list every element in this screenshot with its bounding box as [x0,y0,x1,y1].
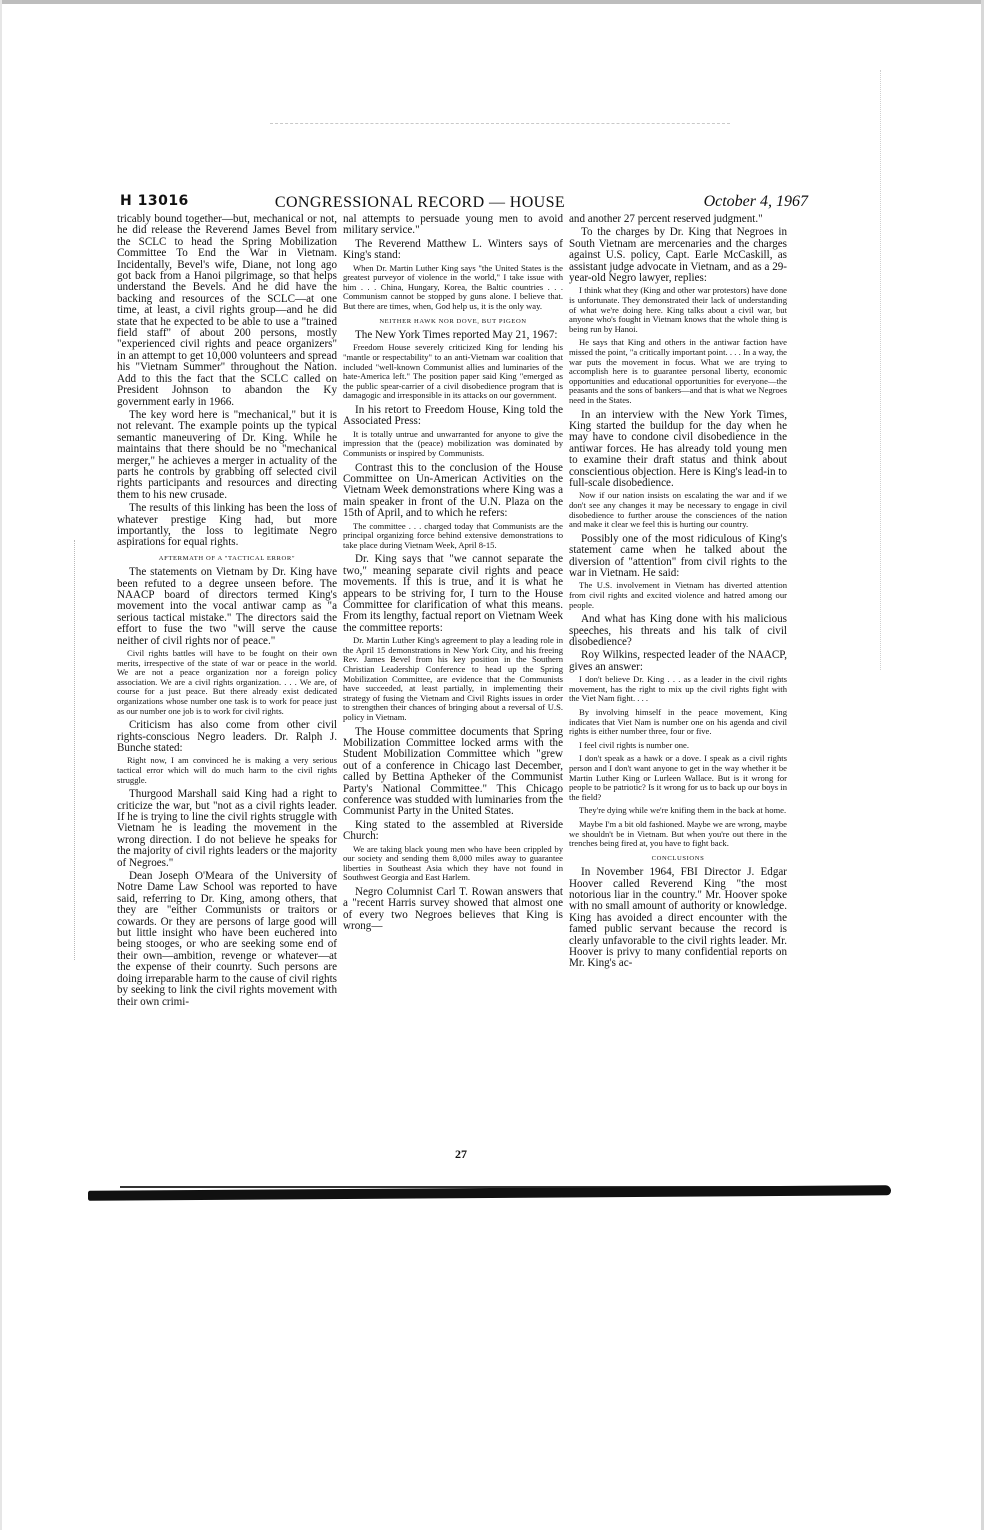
paragraph: Dr. King says that "we cannot separate the two," meaning separate civil rights and peace movements. If this is true, and it is what he appears to be striving for, I turn to the House Committee for clarification of what this means. From its lengthy, factual report on Vietnam Week the committee reports: [343,553,563,634]
block-quote: Now if our nation insists on escalating the war and if we don't see any changes it may be necessary to engage in civil disobedience to further arouse the consciences of the nation and make it clear we feel this is hurting our country. [569,490,787,530]
block-quote: Right now, I am convinced he is making a very serious tactical error which will do much harm to the civil rights struggle. [117,755,337,785]
page-number: 27 [455,1147,467,1161]
faint-rule [270,123,730,125]
paragraph: Roy Wilkins, respected leader of the NAACP, gives an answer: [569,649,787,673]
paragraph: nal attempts to persuade young men to avoid military service." [343,214,563,237]
block-quote: I feel civil rights is number one. [579,739,690,750]
block-quote: Dr. Martin Luther King's agreement to play a leading role in the April 15 demonstrations in New York City, and his freeing Rev. James Bevel from his key position in the Southern Christian Leadership Conference to head up the Spring Mobilization Committee, are evidence that the Communists have succeeded, at least partially, in implementing their strategy of fusing the Vietnam and Civil Rights issues in order to strengthen their chances of bringing about a reversal of U.S. policy in Vietnam. [343,635,563,722]
scan-left-edge [0,0,2,1530]
section-subhead: CONCLUSIONS [651,854,705,862]
paragraph: The statements on Vietnam by Dr. King have been refuted to a degree unseen before. The NAACP board of directors termed King's movement into the vocal antiwar camp as "a serious tactical mistake." The directors said the effort to fuse the two "will serve the cause neither of civil rights nor of peace." [117,566,337,647]
column-1 [117,214,337,1119]
scan-dots [880,70,882,670]
section-subhead: AFTERMATH OF A "TACTICAL ERROR" [158,554,296,562]
paragraph: In his retort to Freedom House, King told the Associated Press: [343,403,563,428]
block-quote: I don't speak as a hawk or a dove. I speak as a civil rights person and I don't want anyone to get in the way whether it be Martin Luther King or Lurleen Wallace. But is it wrong for people to be patriotic? Is it wrong for us to back up our boys in the field? [569,753,787,802]
paragraph: To the charges by Dr. King that Negroes in South Vietnam are mercenaries and the charges against U.S. policy, Capt. Earle McCaskill, as assistant judge advocate in Vietnam, and as a 29-year-old Negro lawyer, replies: [569,226,787,285]
binding-spine-marks [74,540,76,960]
paragraph: Negro Columnist Carl T. Rowan answers that a "recent Harris survey showed that almost one of every two Negroes believes that King is wrong— [343,886,563,933]
column-2 [343,214,563,1119]
block-quote: The committee . . . charged today that Communists are the principal organizing force behind extensive demonstrations to take place during Vietnam Week, April 8-15. [343,520,563,550]
paragraph: The House committee documents that Spring Mobilization Committee locked arms with the Student Mobilization Committee which "grew out of a conference in Chicago last December, called by Bettina Aptheker of the Communist Party's National Committee." This Chicago conference was studded with luminaries from the Communist Party in the United States. [343,725,563,818]
block-quote: The U.S. involvement in Vietnam has diverted attention from civil rights and excited violence and hatred among our people. [569,580,787,610]
paragraph: Possibly one of the most ridiculous of King's statement came when he talked about the diversion of "attention" from civil rights to the war in Vietnam. He said: [569,532,787,579]
paragraph: The key word here is "mechanical," but it is not relevant. The example points up the typical semantic maneuvering of Dr. King. While he maintains that there should be no "mechanical merger," he achieves a merger in actuality of the parts he controls by grabbing off selected civil rights participants and resources and directing them to his new crusade. [117,408,337,501]
paragraph: Criticism has also come from other civil rights-conscious Negro leaders. Dr. Ralph J. Bunche stated: [117,719,337,754]
block-quote: It is totally untrue and unwarranted for anyone to give the impression that the (peace) mobilization was dominated by Communists or inspired by Communists. [343,428,563,458]
block-quote: They're dying while we're knifing them in the back at home. [579,805,787,816]
block-quote: Freedom House severely criticized King for lending his "mantle or respectability" to an anti-Vietnam war coalition that included "well-known Communist allies and luminaries of the hate-America left." The position paper said King "emerged as the public spear-carrier of a civil disobedience program that is damagogic and irresponsible in its attacks on our government. [343,342,563,401]
block-quote: I don't believe Dr. King . . . as a leader in the civil rights movement, has the right to mix up the civil rights fight with the Viet Nam fight. . . . [569,674,787,704]
publication-date: October 4, 1967 [703,193,808,210]
paragraph: In November 1964, FBI Director J. Edgar Hoover called Reverend King "the most notorious liar in the country." Mr. Hoover spoke with no small amount of authority or knowledge. King has avoided a direct encounter with the famed public servant because the record is clearly unfavorable to the civil rights leader. Mr. Hoover is privy to many confidential reports on Mr. King's ac- [569,866,787,970]
paragraph: and another 27 percent reserved judgment." [569,214,763,225]
paragraph: The results of this linking has been the loss of whatever prestige King had, but more importantly, the loss to legitimate Negro aspirations for equal rights. [117,502,337,549]
paragraph: Thurgood Marshall said King had a right to criticize the war, but "not as a civil rights leader. If he is trying to line the civil rights struggle with Vietnam he is leading the movement in the wrong direction. I do not believe he speaks for the majority of civil rights leaders or the majority of Negroes." [117,788,337,869]
page-code: H 13016 [120,193,189,209]
block-quote: Maybe I'm a bit old fashioned. Maybe we are wrong, maybe we shouldn't be in Vietnam. But when you're out there in the trenches being fired at, you have to fight back. [569,818,787,849]
block-quote: Civil rights battles will have to be fought on their own merits, irrespective of the state of war or peace in the world. We are not a peace organization nor a foreign policy association. We are a civil rights organization. . . . We are, of course for a just peace. But there already exist dedicated organizations whose number one task is to work for peace just as our number one job is to work for civil rights. [117,648,337,716]
section-subhead: NEITHER HAWK NOR DOVE, BUT PIGEON [379,317,527,325]
paragraph: And what has King done with his malicious speeches, his threats and his talk of civil disobedience? [569,613,787,648]
paragraph: Dean Joseph O'Meara of the University of Notre Dame Law School was reported to have said, referring to Dr. King, among others, that they are "either Communists or traitors or cowards. Or they are persons of large good will but little insight who have been euchered into being stooges, or who are seeking some end of their own—ambition, revenge or whatever—at the expense of their counrty. Such persons are doing irreparable harm to the cause of civil rights by seeking to link the civil rights movement with their own crimi- [117,870,337,1008]
block-quote: We are taking black young men who have been crippled by our society and sending them 8,000 miles away to guarantee liberties in Southeast Asia which they have not found in Southwest Georgia and East Harlem. [343,843,563,883]
paragraph: tricably bound together—but, mechanical or not, he did release the Reverend James Bevel from the SCLC to head the Spring Mobilization Committee To End the War in Vietnam. Incidentally, Bevel's wife, Diane, not long ago got back from a Hanoi pilgrimage, so that helps understand the Bevels. And he did have the backing and resources of the SCLC—at one time, at least, a civil rights group—and he did state that he expected to be able to use a "trained field staff" of about 200 persons, mostly "experienced civil rights and peace organizers" in an attempt to get 10,000 volunteers and spread his "Vietnam Summer" throughout the Nation. Add to this the fact that the SCLC called on President Johnson to abandon the Ky government early in 1966. [117,214,337,408]
scan-top-edge [0,0,984,4]
block-quote: When Dr. Martin Luther King says "the United States is the greatest purveyor of violence in the world," I take issue with him . . . China, Hungary, Korea, the Baltic countries . . . Communism cannot be stopped by guns alone. I believe that. But there are times, when, God help us, it is the only way. [343,262,563,311]
paragraph: The Reverend Matthew L. Winters says of King's stand: [343,237,563,262]
paragraph: In an interview with the New York Times, King started the buildup for the day when he may have to condone civil disobedience in the antiwar forces. He has already told young men to examine their draft status and think about conscientious objection. Here is King's lead-in to full-scale disobedience. [569,408,787,489]
block-quote: By involving himself in the peace movement, King indicates that Viet Nam is number one on his agenda and civil rights is either number three, four or five. [569,707,787,737]
paragraph: King stated to the assembled at Riverside Church: [343,818,563,843]
page-header [120,193,808,215]
block-quote: He says that King and others in the antiwar faction have missed the point, "a critically important point. . . . In a way, the war puts the movement in focus. What we are trying to accomplish here is to guarantee personal liberty, economic opportunities and educational opportunities for everyone—the peasants and the sons of bankers—and that is what we Negroes need in the States. [569,337,787,405]
publication-title: CONGRESSIONAL RECORD — HOUSE [274,194,566,211]
paragraph: Contrast this to the conclusion of the House Committee on Un-American Activities on the Vietnam Week demonstrations where King was a main speaker in front of the U.N. Plaza on the 15th of April, and to which he refers: [343,461,563,520]
block-quote: I think what they (King and other war protestors) have done is unfortunate. They demonstrated their lack of understanding of what we're doing here. King talks about a civil war, but anyone who's fought in Vietnam knows that the whole thing is being run by Hanoi. [569,285,787,334]
paragraph: The New York Times reported May 21, 1967: [355,329,558,341]
column-3 [569,214,787,1119]
